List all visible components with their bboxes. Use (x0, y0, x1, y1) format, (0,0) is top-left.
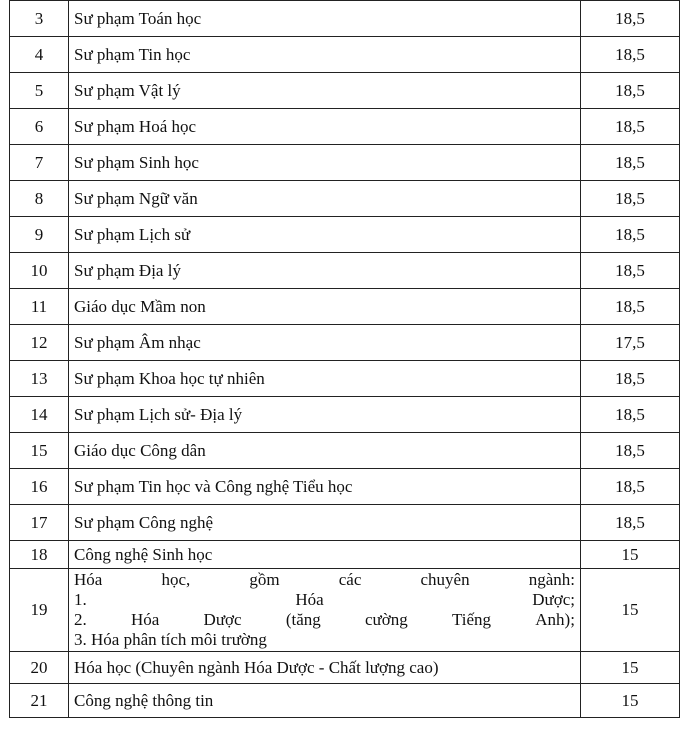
cutoff-score: 18,5 (581, 361, 680, 397)
cutoff-score: 18,5 (581, 289, 680, 325)
program-name: Hóa học (Chuyên ngành Hóa Dược - Chất lượng cao) (69, 652, 581, 684)
program-name: Sư phạm Toán học (69, 1, 581, 37)
program-name: Công nghệ thông tin (69, 684, 581, 718)
row-number: 3 (10, 1, 69, 37)
program-name: Sư phạm Sinh học (69, 145, 581, 181)
cutoff-score: 18,5 (581, 217, 680, 253)
table-row (10, 325, 680, 361)
program-name: Sư phạm Lịch sử- Địa lý (69, 397, 581, 433)
row-number: 10 (10, 253, 69, 289)
program-name: Sư phạm Hoá học (69, 109, 581, 145)
row-number: 9 (10, 217, 69, 253)
row-number: 13 (10, 361, 69, 397)
table-row (10, 145, 680, 181)
table-row (10, 73, 680, 109)
cutoff-score: 18,5 (581, 1, 680, 37)
row-number: 12 (10, 325, 69, 361)
row-number: 16 (10, 469, 69, 505)
cutoff-score: 15 (581, 569, 680, 652)
cutoff-score: 18,5 (581, 109, 680, 145)
table-row (10, 397, 680, 433)
table-row (10, 217, 680, 253)
table-row (10, 433, 680, 469)
table-row (10, 569, 680, 652)
cutoff-score: 18,5 (581, 181, 680, 217)
table-row (10, 361, 680, 397)
program-name: Sư phạm Địa lý (69, 253, 581, 289)
program-line: 2. Hóa Dược (tăng cường Tiếng Anh); (74, 610, 575, 629)
cutoff-score: 17,5 (581, 325, 680, 361)
table-row (10, 652, 680, 684)
row-number: 18 (10, 541, 69, 569)
program-name: Công nghệ Sinh học (69, 541, 581, 569)
cutoff-score: 15 (581, 541, 680, 569)
program-name: Sư phạm Lịch sử (69, 217, 581, 253)
row-number: 5 (10, 73, 69, 109)
admission-scores-table (9, 0, 680, 718)
program-name: Sư phạm Âm nhạc (69, 325, 581, 361)
program-line: Hóa học, gồm các chuyên ngành: (74, 570, 575, 589)
table-row (10, 253, 680, 289)
table-row (10, 181, 680, 217)
program-name: Sư phạm Công nghệ (69, 505, 581, 541)
cutoff-score: 18,5 (581, 37, 680, 73)
row-number: 21 (10, 684, 69, 718)
row-number: 14 (10, 397, 69, 433)
row-number: 6 (10, 109, 69, 145)
table-row (10, 37, 680, 73)
cutoff-score: 18,5 (581, 505, 680, 541)
cutoff-score: 18,5 (581, 73, 680, 109)
row-number: 11 (10, 289, 69, 325)
row-number: 17 (10, 505, 69, 541)
cutoff-score: 18,5 (581, 397, 680, 433)
cutoff-score: 18,5 (581, 145, 680, 181)
table-row (10, 505, 680, 541)
table-row (10, 1, 680, 37)
program-name: Sư phạm Khoa học tự nhiên (69, 361, 581, 397)
row-number: 15 (10, 433, 69, 469)
program-line: 1. Hóa Dược; (74, 590, 575, 609)
table-row (10, 109, 680, 145)
table-row (10, 684, 680, 718)
program-name: Sư phạm Vật lý (69, 73, 581, 109)
program-name (69, 569, 581, 652)
row-number: 19 (10, 569, 69, 652)
table-row (10, 541, 680, 569)
cutoff-score: 18,5 (581, 433, 680, 469)
row-number: 8 (10, 181, 69, 217)
cutoff-score: 15 (581, 684, 680, 718)
program-name: Giáo dục Mầm non (69, 289, 581, 325)
program-name: Giáo dục Công dân (69, 433, 581, 469)
cutoff-score: 18,5 (581, 253, 680, 289)
table-row (10, 289, 680, 325)
row-number: 4 (10, 37, 69, 73)
cutoff-score: 18,5 (581, 469, 680, 505)
table-row (10, 469, 680, 505)
program-name: Sư phạm Tin học và Công nghệ Tiểu học (69, 469, 581, 505)
program-name: Sư phạm Ngữ văn (69, 181, 581, 217)
program-name: Sư phạm Tin học (69, 37, 581, 73)
row-number: 20 (10, 652, 69, 684)
program-line: 3. Hóa phân tích môi trường (74, 630, 267, 649)
cutoff-score: 15 (581, 652, 680, 684)
row-number: 7 (10, 145, 69, 181)
